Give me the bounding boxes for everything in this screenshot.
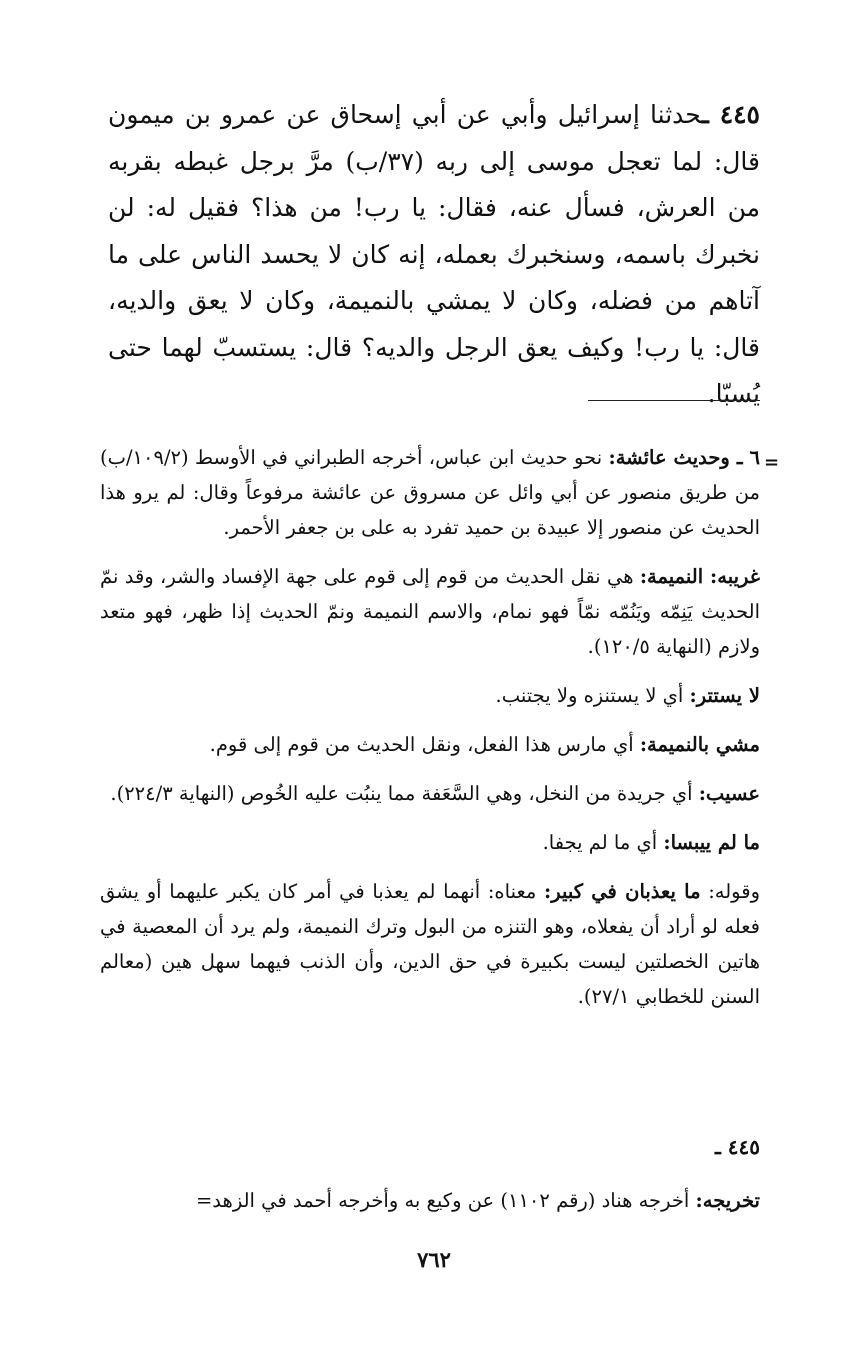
footnote-qawluh-prefix: وقوله: bbox=[700, 880, 760, 903]
footnote-la-yastatir-text: أي لا يستنزه ولا يجتنب. bbox=[495, 684, 690, 707]
footnote-gharib bbox=[100, 559, 760, 664]
footnote-asib-label: عسيب: bbox=[698, 782, 760, 805]
footnote-gharib-label: غريبه: النميمة: bbox=[639, 565, 760, 588]
footnote-aisha-label: ٦ ـ وحديث عائشة: bbox=[608, 446, 760, 469]
footnote-yaybasa-text: أي ما لم يجفا. bbox=[542, 831, 664, 854]
footnote-gharib-text: هي نقل الحديث من قوم إلى قوم على جهة الإفساد والشر، وقد نمّ الحديث يَنِمّه ويَنُمّه نمّاً فهو نمام، والاسم النميمة ونمّ الحديث إذا ظهر، فهو متعد ولازم (النهاية ١٢٠/٥). bbox=[100, 565, 760, 658]
takhrij-text: أخرجه هناد (رقم ١١٠٢) عن وكيع به وأخرجه أحمد في الزهد= bbox=[195, 1189, 696, 1212]
footnote-takhrij bbox=[100, 1185, 760, 1217]
footnotes-section bbox=[100, 440, 760, 1028]
footnote-la-yastatir bbox=[100, 678, 760, 713]
page-number: ٧٦٢ bbox=[417, 1247, 451, 1272]
footnote-asib bbox=[100, 776, 760, 811]
footnote-aisha-text: نحو حديث ابن عباس، أخرجه الطبراني في الأوسط (١٠٩/٢/ب) من طريق منصور عن أبي وائل عن مسروق عن عائشة مرفوعاً وقال: لم يرو هذا الحديث عن منصور إلا عبيدة بن حميد تفرد به على بن جعفر الأحمر. bbox=[100, 446, 760, 539]
footnote-445-heading: ٤٤٥ ـ bbox=[714, 1135, 760, 1159]
hadith-body: حدثنا إسرائيل وأبي عن أبي إسحاق عن عمرو بن ميمون قال: لما تعجل موسى إلى ربه (٣٧/ب) مرَّ برجل غبطه بقربه من العرش، فسأل عنه، فقال: يا رب! من هذا؟ فقيل له: لن نخبرك باسمه، وسنخبرك بعمله، إنه كان لا يحسد الناس على ما آتاهم من فضله، وكان لا يمشي بالنميمة، وكان لا يعق والديه، قال: يا رب! وكيف يعق الرجل والديه؟ قال: يستسبّ لهما حتى يُسبّا. bbox=[108, 100, 760, 408]
footnote-yaybasa bbox=[100, 825, 760, 860]
footnote-yaybasa-label: ما لم ييبسا: bbox=[663, 831, 760, 854]
footnote-aisha bbox=[100, 440, 760, 545]
footnote-la-yastatir-label: لا يستتر: bbox=[689, 684, 760, 707]
takhrij-label: تخريجه: bbox=[695, 1189, 760, 1212]
footnote-asib-text: أي جريدة من النخل، وهي السَّعَفة مما ينبُت عليه الخُوص (النهاية ٢٢٤/٣). bbox=[110, 782, 699, 805]
continuation-mark: = bbox=[764, 452, 780, 473]
footnote-qawluh-text: معناه: أنهما لم يعذبا في أمر كان يكبر عليهما أو يشق فعله لو أراد أن يفعلاه، وهو التنزه من البول وترك النميمة، ولم يرد أن المعصية في هاتين الخصلتين ليست بكبيرة في حق الدين، وأن الذنب فيهما سهل هين (معالم السنن للخطابي ٢٧/١). bbox=[100, 880, 760, 1008]
footnote-mashi bbox=[100, 727, 760, 762]
hadith-number: ٤٤٥ ـ bbox=[701, 100, 760, 129]
main-hadith-text bbox=[108, 92, 760, 418]
footnote-qawluh bbox=[100, 874, 760, 1014]
footnote-mashi-text: أي مارس هذا الفعل، ونقل الحديث من قوم إلى قوم. bbox=[209, 733, 640, 756]
footnote-separator bbox=[588, 400, 760, 401]
footnote-qawluh-label: ما يعذبان في كبير: bbox=[544, 880, 701, 903]
footnote-mashi-label: مشي بالنميمة: bbox=[639, 733, 760, 756]
